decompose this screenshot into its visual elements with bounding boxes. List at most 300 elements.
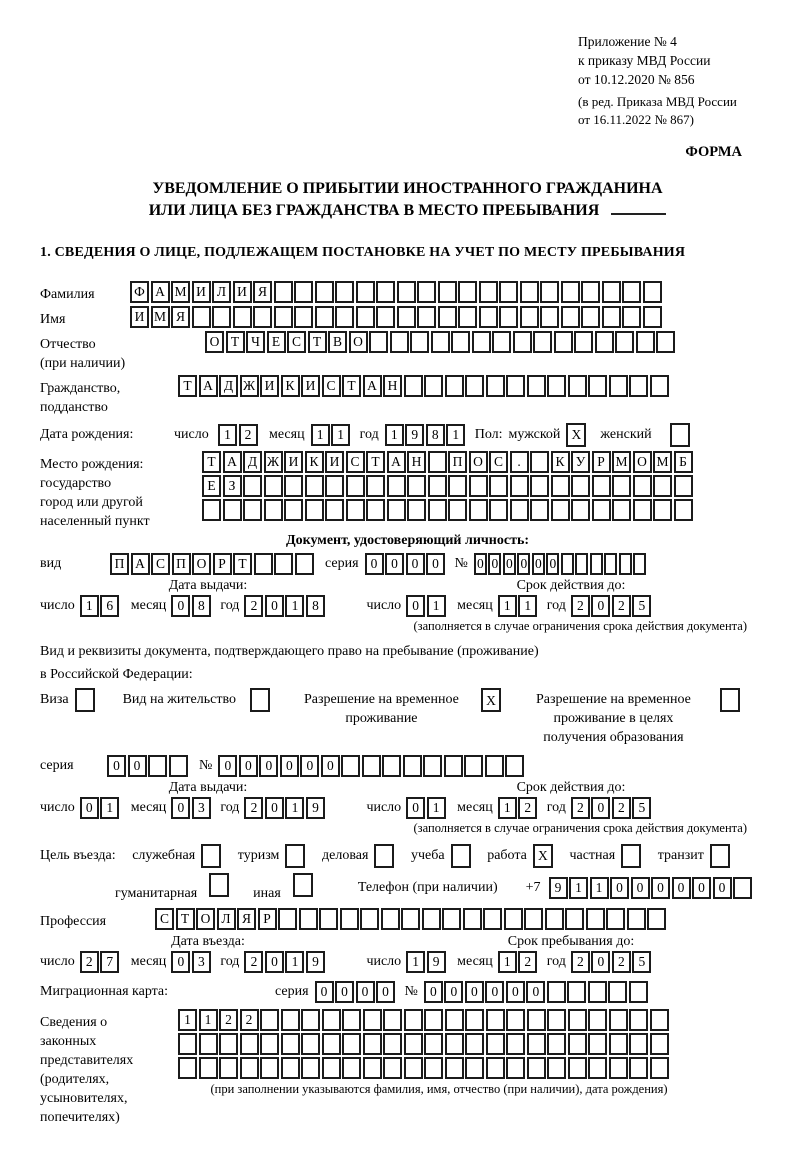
birth-place-cell[interactable]: [366, 475, 385, 497]
profession-cell[interactable]: [565, 908, 584, 930]
doc-number-cell[interactable]: 0: [503, 553, 516, 575]
doc-kind-cell[interactable]: П: [110, 553, 129, 575]
patronymic-cell[interactable]: Ч: [246, 331, 265, 353]
surname-cell[interactable]: [540, 281, 559, 303]
surname-cell[interactable]: [417, 281, 436, 303]
representatives-cell[interactable]: [547, 1009, 566, 1031]
surname-cell[interactable]: [520, 281, 539, 303]
profession-cell[interactable]: Я: [237, 908, 256, 930]
patronymic-cell[interactable]: [615, 331, 634, 353]
doc-expiry-year-cell[interactable]: 0: [591, 595, 610, 617]
stay-series-cell[interactable]: [169, 755, 188, 777]
representatives-cell[interactable]: 2: [219, 1009, 238, 1031]
patronymic-cell[interactable]: [369, 331, 388, 353]
birth-place-cell[interactable]: [264, 475, 283, 497]
patronymic-cell[interactable]: [451, 331, 470, 353]
birth-place-cell[interactable]: [633, 499, 652, 521]
citizenship-cell[interactable]: [424, 375, 443, 397]
stay-issue-year-cell[interactable]: 2: [244, 797, 263, 819]
profession-cell[interactable]: [545, 908, 564, 930]
representatives-cell[interactable]: [178, 1057, 197, 1079]
residence-permit-checkbox-cell[interactable]: [250, 688, 270, 712]
citizenship-cell[interactable]: [650, 375, 669, 397]
doc-kind-cell[interactable]: [274, 553, 293, 575]
migration-series-cell[interactable]: 0: [356, 981, 375, 1003]
birth-day-cell[interactable]: 2: [239, 424, 258, 446]
citizenship-cell[interactable]: [568, 375, 587, 397]
profession-cell[interactable]: О: [196, 908, 215, 930]
citizenship-cell[interactable]: [465, 375, 484, 397]
patronymic-cell[interactable]: С: [287, 331, 306, 353]
representatives-cell[interactable]: [609, 1057, 628, 1079]
birth-place-cell[interactable]: [612, 475, 631, 497]
stay-number-cell[interactable]: [403, 755, 422, 777]
citizenship-cell[interactable]: И: [260, 375, 279, 397]
representatives-cell[interactable]: [609, 1009, 628, 1031]
entry-day-cell[interactable]: 2: [80, 951, 99, 973]
representatives-cell[interactable]: [342, 1033, 361, 1055]
representatives-cell[interactable]: [445, 1057, 464, 1079]
migration-number-cell[interactable]: [547, 981, 566, 1003]
representatives-cell[interactable]: [301, 1057, 320, 1079]
birth-place-cell[interactable]: [510, 499, 529, 521]
profession-cell[interactable]: [442, 908, 461, 930]
migration-number-cell[interactable]: 0: [444, 981, 463, 1003]
stay-issue-year-cell[interactable]: 1: [285, 797, 304, 819]
stay-expiry-year-cell[interactable]: 5: [632, 797, 651, 819]
representatives-cell[interactable]: [629, 1057, 648, 1079]
patronymic-cell[interactable]: О: [205, 331, 224, 353]
representatives-cell[interactable]: [383, 1057, 402, 1079]
name-cell[interactable]: [417, 306, 436, 328]
patronymic-cell[interactable]: [472, 331, 491, 353]
surname-cell[interactable]: [356, 281, 375, 303]
representatives-cell[interactable]: [465, 1033, 484, 1055]
birth-place-cell[interactable]: [243, 499, 262, 521]
name-cell[interactable]: [602, 306, 621, 328]
birth-place-cell[interactable]: [612, 499, 631, 521]
name-cell[interactable]: [520, 306, 539, 328]
birth-place-cell[interactable]: [551, 475, 570, 497]
migration-number-cell[interactable]: [629, 981, 648, 1003]
doc-expiry-day-cell[interactable]: 0: [406, 595, 425, 617]
representatives-cell[interactable]: [322, 1033, 341, 1055]
name-cell[interactable]: [581, 306, 600, 328]
surname-cell[interactable]: [315, 281, 334, 303]
representatives-cell[interactable]: [547, 1033, 566, 1055]
name-cell[interactable]: [561, 306, 580, 328]
representatives-cell[interactable]: [199, 1057, 218, 1079]
representatives-cell[interactable]: [486, 1033, 505, 1055]
stay-number-cell[interactable]: 0: [239, 755, 258, 777]
doc-number-cell[interactable]: [590, 553, 603, 575]
name-cell[interactable]: [315, 306, 334, 328]
representatives-cell[interactable]: 2: [240, 1009, 259, 1031]
migration-number-cell[interactable]: 0: [465, 981, 484, 1003]
birth-place-cell[interactable]: [571, 475, 590, 497]
patronymic-cell[interactable]: Т: [308, 331, 327, 353]
birth-place-cell[interactable]: И: [284, 451, 303, 473]
birth-place-cell[interactable]: [653, 475, 672, 497]
representatives-cell[interactable]: [445, 1033, 464, 1055]
stay-until-year-cell[interactable]: 2: [571, 951, 590, 973]
migration-number-cell[interactable]: 0: [424, 981, 443, 1003]
doc-expiry-year-cell[interactable]: 2: [571, 595, 590, 617]
migration-number-cell[interactable]: [608, 981, 627, 1003]
representatives-cell[interactable]: [383, 1009, 402, 1031]
doc-number-cell[interactable]: 0: [546, 553, 559, 575]
entry-year-cell[interactable]: 0: [265, 951, 284, 973]
doc-kind-cell[interactable]: О: [192, 553, 211, 575]
patronymic-cell[interactable]: Т: [226, 331, 245, 353]
surname-cell[interactable]: И: [233, 281, 252, 303]
birth-place-cell[interactable]: А: [223, 451, 242, 473]
phone-cell[interactable]: 0: [713, 877, 732, 899]
patronymic-cell[interactable]: [390, 331, 409, 353]
representatives-cell[interactable]: [322, 1009, 341, 1031]
stay-until-day-cell[interactable]: 1: [406, 951, 425, 973]
birth-place-cell[interactable]: [489, 499, 508, 521]
surname-cell[interactable]: [458, 281, 477, 303]
representatives-cell[interactable]: [506, 1033, 525, 1055]
name-cell[interactable]: [438, 306, 457, 328]
name-cell[interactable]: И: [130, 306, 149, 328]
representatives-cell[interactable]: [629, 1009, 648, 1031]
stay-number-cell[interactable]: [362, 755, 381, 777]
surname-cell[interactable]: [561, 281, 580, 303]
surname-cell[interactable]: И: [192, 281, 211, 303]
migration-number-cell[interactable]: 0: [526, 981, 545, 1003]
patronymic-cell[interactable]: [595, 331, 614, 353]
birth-place-cell[interactable]: С: [489, 451, 508, 473]
citizenship-cell[interactable]: [588, 375, 607, 397]
migration-number-cell[interactable]: 0: [506, 981, 525, 1003]
surname-cell[interactable]: [602, 281, 621, 303]
surname-cell[interactable]: Л: [212, 281, 231, 303]
doc-number-cell[interactable]: [604, 553, 617, 575]
representatives-cell[interactable]: [281, 1057, 300, 1079]
stay-expiry-year-cell[interactable]: 2: [612, 797, 631, 819]
representatives-cell[interactable]: [527, 1009, 546, 1031]
representatives-cell[interactable]: [424, 1033, 443, 1055]
name-cell[interactable]: М: [151, 306, 170, 328]
stay-series-cell[interactable]: [148, 755, 167, 777]
doc-kind-cell[interactable]: С: [151, 553, 170, 575]
birth-place-cell[interactable]: У: [571, 451, 590, 473]
phone-cell[interactable]: 0: [651, 877, 670, 899]
sex-male-checkbox-cell[interactable]: X: [566, 423, 586, 447]
surname-cell[interactable]: [479, 281, 498, 303]
stay-issue-month-cell[interactable]: 0: [171, 797, 190, 819]
migration-number-cell[interactable]: [567, 981, 586, 1003]
name-cell[interactable]: [274, 306, 293, 328]
birth-place-cell[interactable]: Р: [592, 451, 611, 473]
purpose-humanitarian-checkbox-cell[interactable]: [209, 873, 229, 897]
patronymic-cell[interactable]: Е: [267, 331, 286, 353]
citizenship-cell[interactable]: [547, 375, 566, 397]
doc-number-cell[interactable]: [575, 553, 588, 575]
name-cell[interactable]: [499, 306, 518, 328]
birth-place-cell[interactable]: М: [653, 451, 672, 473]
name-cell[interactable]: [479, 306, 498, 328]
doc-series-cell[interactable]: 0: [406, 553, 425, 575]
stay-number-cell[interactable]: [464, 755, 483, 777]
birth-place-cell[interactable]: [448, 475, 467, 497]
citizenship-cell[interactable]: [629, 375, 648, 397]
stay-number-cell[interactable]: [423, 755, 442, 777]
birth-year-cell[interactable]: 8: [426, 424, 445, 446]
profession-cell[interactable]: [278, 908, 297, 930]
birth-month-cell[interactable]: 1: [331, 424, 350, 446]
surname-cell[interactable]: [581, 281, 600, 303]
stay-expiry-year-cell[interactable]: 0: [591, 797, 610, 819]
purpose-transit-checkbox-cell[interactable]: [710, 844, 730, 868]
doc-kind-cell[interactable]: Р: [213, 553, 232, 575]
citizenship-cell[interactable]: А: [363, 375, 382, 397]
birth-place-cell[interactable]: [469, 475, 488, 497]
visa-checkbox-cell[interactable]: [75, 688, 95, 712]
stay-expiry-month-cell[interactable]: 1: [498, 797, 517, 819]
doc-issue-year-cell[interactable]: 8: [306, 595, 325, 617]
profession-cell[interactable]: [504, 908, 523, 930]
birth-place-cell[interactable]: [243, 475, 262, 497]
profession-cell[interactable]: Р: [258, 908, 277, 930]
birth-place-cell[interactable]: О: [469, 451, 488, 473]
birth-place-cell[interactable]: [592, 499, 611, 521]
migration-number-cell[interactable]: [588, 981, 607, 1003]
birth-place-cell[interactable]: М: [612, 451, 631, 473]
birth-place-cell[interactable]: [571, 499, 590, 521]
stay-expiry-month-cell[interactable]: 2: [518, 797, 537, 819]
stay-expiry-day-cell[interactable]: 0: [406, 797, 425, 819]
birth-place-cell[interactable]: [387, 499, 406, 521]
profession-cell[interactable]: [483, 908, 502, 930]
citizenship-cell[interactable]: А: [199, 375, 218, 397]
surname-cell[interactable]: [499, 281, 518, 303]
profession-cell[interactable]: Т: [176, 908, 195, 930]
patronymic-cell[interactable]: [410, 331, 429, 353]
birth-place-cell[interactable]: [325, 499, 344, 521]
birth-place-cell[interactable]: З: [223, 475, 242, 497]
stay-until-day-cell[interactable]: 9: [427, 951, 446, 973]
birth-place-cell[interactable]: Т: [202, 451, 221, 473]
representatives-cell[interactable]: [568, 1033, 587, 1055]
birth-place-cell[interactable]: [469, 499, 488, 521]
purpose-study-checkbox-cell[interactable]: [451, 844, 471, 868]
phone-cell[interactable]: 0: [610, 877, 629, 899]
doc-issue-day-cell[interactable]: 1: [80, 595, 99, 617]
stay-issue-year-cell[interactable]: 9: [306, 797, 325, 819]
phone-cell[interactable]: 0: [692, 877, 711, 899]
birth-year-cell[interactable]: 1: [385, 424, 404, 446]
stay-until-month-cell[interactable]: 2: [518, 951, 537, 973]
name-cell[interactable]: [622, 306, 641, 328]
stay-number-cell[interactable]: [505, 755, 524, 777]
phone-cell[interactable]: 1: [569, 877, 588, 899]
birth-place-cell[interactable]: [223, 499, 242, 521]
birth-place-cell[interactable]: [387, 475, 406, 497]
surname-cell[interactable]: А: [151, 281, 170, 303]
representatives-cell[interactable]: [322, 1057, 341, 1079]
phone-cell[interactable]: 1: [590, 877, 609, 899]
profession-cell[interactable]: [360, 908, 379, 930]
name-cell[interactable]: Я: [171, 306, 190, 328]
surname-cell[interactable]: [397, 281, 416, 303]
temp-residence-checkbox-cell[interactable]: X: [481, 688, 501, 712]
doc-kind-cell[interactable]: А: [131, 553, 150, 575]
name-cell[interactable]: [643, 306, 662, 328]
surname-cell[interactable]: [643, 281, 662, 303]
entry-month-cell[interactable]: 3: [192, 951, 211, 973]
representatives-cell[interactable]: [650, 1009, 669, 1031]
birth-place-cell[interactable]: А: [387, 451, 406, 473]
citizenship-cell[interactable]: [609, 375, 628, 397]
birth-place-cell[interactable]: К: [551, 451, 570, 473]
stay-until-year-cell[interactable]: 5: [632, 951, 651, 973]
representatives-cell[interactable]: [527, 1057, 546, 1079]
name-cell[interactable]: [233, 306, 252, 328]
patronymic-cell[interactable]: [533, 331, 552, 353]
representatives-cell[interactable]: [342, 1057, 361, 1079]
birth-place-cell[interactable]: [305, 475, 324, 497]
name-cell[interactable]: [335, 306, 354, 328]
birth-place-cell[interactable]: [366, 499, 385, 521]
phone-cell[interactable]: [733, 877, 752, 899]
patronymic-cell[interactable]: В: [328, 331, 347, 353]
birth-place-cell[interactable]: [264, 499, 283, 521]
representatives-cell[interactable]: [424, 1009, 443, 1031]
name-cell[interactable]: [458, 306, 477, 328]
representatives-cell[interactable]: [219, 1033, 238, 1055]
surname-cell[interactable]: Ф: [130, 281, 149, 303]
citizenship-cell[interactable]: [404, 375, 423, 397]
birth-place-cell[interactable]: [448, 499, 467, 521]
representatives-cell[interactable]: [527, 1033, 546, 1055]
representatives-cell[interactable]: [486, 1009, 505, 1031]
surname-cell[interactable]: [274, 281, 293, 303]
representatives-cell[interactable]: [342, 1009, 361, 1031]
purpose-other-checkbox-cell[interactable]: [293, 873, 313, 897]
representatives-cell[interactable]: [240, 1033, 259, 1055]
birth-place-cell[interactable]: [674, 475, 693, 497]
representatives-cell[interactable]: [465, 1009, 484, 1031]
representatives-cell[interactable]: [650, 1033, 669, 1055]
entry-day-cell[interactable]: 7: [100, 951, 119, 973]
stay-number-cell[interactable]: 0: [218, 755, 237, 777]
doc-issue-month-cell[interactable]: 8: [192, 595, 211, 617]
representatives-cell[interactable]: [465, 1057, 484, 1079]
profession-cell[interactable]: Л: [217, 908, 236, 930]
representatives-cell[interactable]: [240, 1057, 259, 1079]
surname-cell[interactable]: [438, 281, 457, 303]
temp-residence-edu-checkbox-cell[interactable]: [720, 688, 740, 712]
doc-number-cell[interactable]: [561, 553, 574, 575]
representatives-cell[interactable]: [506, 1009, 525, 1031]
citizenship-cell[interactable]: [506, 375, 525, 397]
purpose-business-checkbox-cell[interactable]: [374, 844, 394, 868]
entry-year-cell[interactable]: 9: [306, 951, 325, 973]
citizenship-cell[interactable]: Т: [178, 375, 197, 397]
birth-place-cell[interactable]: [346, 499, 365, 521]
birth-year-cell[interactable]: 9: [405, 424, 424, 446]
birth-place-cell[interactable]: [592, 475, 611, 497]
representatives-cell[interactable]: [301, 1033, 320, 1055]
profession-cell[interactable]: [299, 908, 318, 930]
birth-place-cell[interactable]: [407, 475, 426, 497]
birth-place-cell[interactable]: [530, 475, 549, 497]
citizenship-cell[interactable]: [486, 375, 505, 397]
patronymic-cell[interactable]: [574, 331, 593, 353]
doc-issue-day-cell[interactable]: 6: [100, 595, 119, 617]
stay-issue-day-cell[interactable]: 1: [100, 797, 119, 819]
representatives-cell[interactable]: [363, 1057, 382, 1079]
stay-issue-year-cell[interactable]: 0: [265, 797, 284, 819]
migration-number-cell[interactable]: 0: [485, 981, 504, 1003]
birth-place-cell[interactable]: Д: [243, 451, 262, 473]
birth-day-cell[interactable]: 1: [218, 424, 237, 446]
doc-expiry-year-cell[interactable]: 5: [632, 595, 651, 617]
representatives-cell[interactable]: [281, 1033, 300, 1055]
representatives-cell[interactable]: [588, 1057, 607, 1079]
patronymic-cell[interactable]: О: [349, 331, 368, 353]
birth-place-cell[interactable]: И: [325, 451, 344, 473]
representatives-cell[interactable]: [260, 1009, 279, 1031]
representatives-cell[interactable]: [260, 1033, 279, 1055]
sex-female-checkbox-cell[interactable]: [670, 423, 690, 447]
migration-series-cell[interactable]: 0: [376, 981, 395, 1003]
patronymic-cell[interactable]: [431, 331, 450, 353]
doc-issue-year-cell[interactable]: 1: [285, 595, 304, 617]
name-cell[interactable]: [192, 306, 211, 328]
birth-place-cell[interactable]: Е: [202, 475, 221, 497]
doc-issue-month-cell[interactable]: 0: [171, 595, 190, 617]
birth-place-cell[interactable]: [551, 499, 570, 521]
patronymic-cell[interactable]: [554, 331, 573, 353]
stay-issue-month-cell[interactable]: 3: [192, 797, 211, 819]
purpose-work-checkbox-cell[interactable]: X: [533, 844, 553, 868]
profession-cell[interactable]: [606, 908, 625, 930]
representatives-cell[interactable]: [568, 1057, 587, 1079]
doc-issue-year-cell[interactable]: 0: [265, 595, 284, 617]
representatives-cell[interactable]: [363, 1033, 382, 1055]
doc-series-cell[interactable]: 0: [426, 553, 445, 575]
profession-cell[interactable]: [401, 908, 420, 930]
doc-expiry-day-cell[interactable]: 1: [427, 595, 446, 617]
entry-month-cell[interactable]: 0: [171, 951, 190, 973]
surname-cell[interactable]: [376, 281, 395, 303]
doc-number-cell[interactable]: [619, 553, 632, 575]
stay-expiry-day-cell[interactable]: 1: [427, 797, 446, 819]
birth-year-cell[interactable]: 1: [446, 424, 465, 446]
citizenship-cell[interactable]: К: [281, 375, 300, 397]
doc-number-cell[interactable]: 0: [532, 553, 545, 575]
representatives-cell[interactable]: [629, 1033, 648, 1055]
citizenship-cell[interactable]: Д: [219, 375, 238, 397]
migration-series-cell[interactable]: 0: [315, 981, 334, 1003]
stay-series-cell[interactable]: 0: [107, 755, 126, 777]
citizenship-cell[interactable]: Н: [383, 375, 402, 397]
birth-place-cell[interactable]: [428, 475, 447, 497]
doc-expiry-month-cell[interactable]: 1: [498, 595, 517, 617]
name-cell[interactable]: [356, 306, 375, 328]
migration-series-cell[interactable]: 0: [335, 981, 354, 1003]
birth-place-cell[interactable]: [653, 499, 672, 521]
name-cell[interactable]: [397, 306, 416, 328]
representatives-cell[interactable]: [486, 1057, 505, 1079]
birth-place-cell[interactable]: [325, 475, 344, 497]
birth-month-cell[interactable]: 1: [311, 424, 330, 446]
representatives-cell[interactable]: [404, 1057, 423, 1079]
